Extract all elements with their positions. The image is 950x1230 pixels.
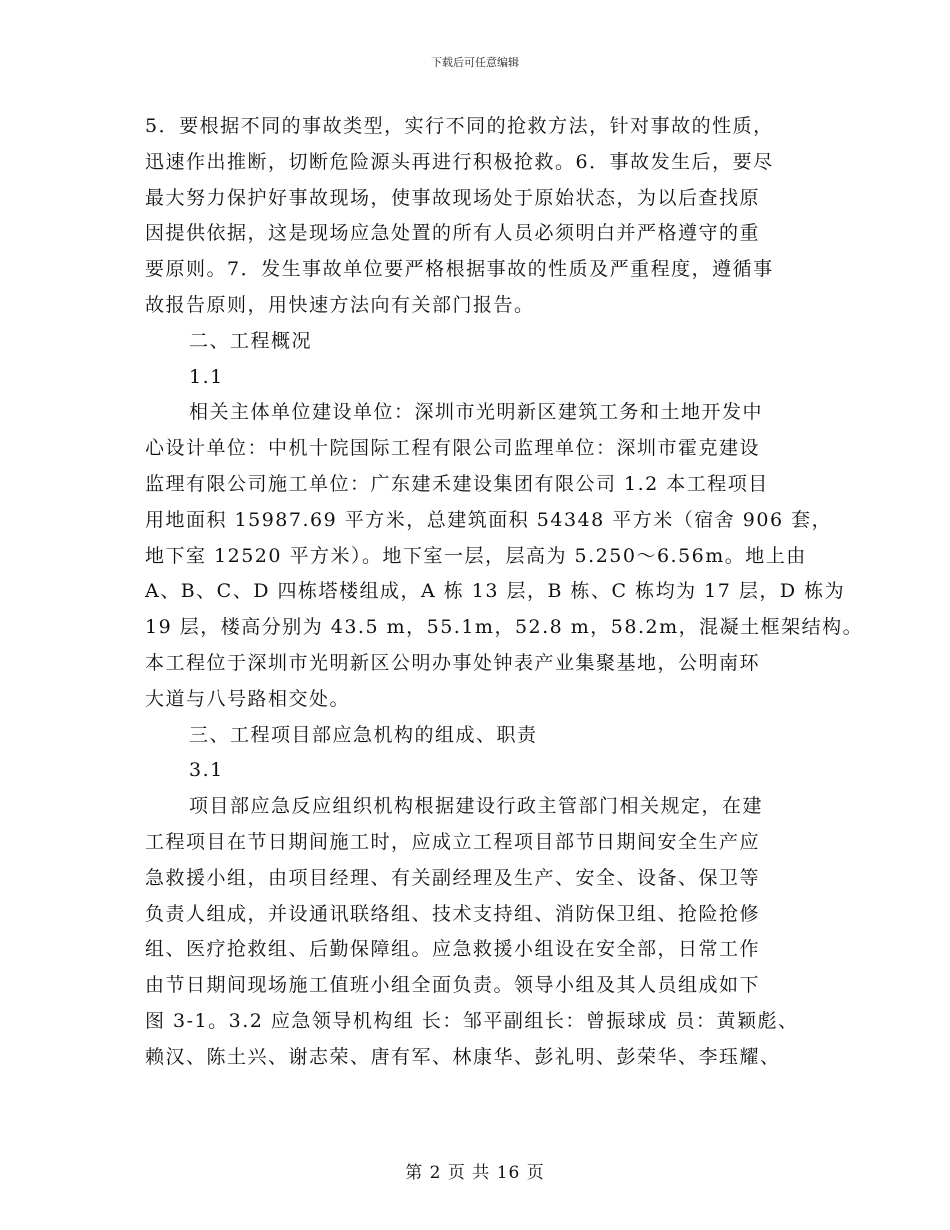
text-line: 三、工程项目部应急机构的组成、职责 [189,723,538,746]
text-line: 用地面积 15987.69 平方米，总建筑面积 54348 平方米（宿舍 906 套， [145,508,833,531]
text-line: 故报告原则，用快速方法向有关部门报告。 [145,293,535,316]
text-line: 大道与八号路相交处。 [145,687,351,710]
text-line: 急救援小组，由项目经理、有关副经理及生产、安全、设备、保卫等 [145,866,761,889]
text-line: 相关主体单位建设单位：深圳市光明新区建筑工务和土地开发中 [189,401,764,424]
header-note: 下载后可任意编辑 [431,56,519,69]
text-line: 因提供依据，这是现场应急处置的所有人员必须明白并严格遵守的重 [145,222,761,245]
text-line: 赖汉、陈土兴、谢志荣、唐有军、林康华、彭礼明、彭荣华、李珏耀、 [145,1045,781,1068]
text-line: 地下室 12520 平方米）。地下室一层，层高为 5.250～6.56m。地上由 [145,544,807,567]
text-line: 5．要根据不同的事故类型，实行不同的抢救方法，针对事故的性质， [145,115,774,137]
text-line: 最大努力保护好事故现场，使事故现场处于原始状态，为以后查找原 [145,186,761,209]
text-line: 由节日期间现场施工值班小组全面负责。领导小组及其人员组成如下 [145,974,761,997]
text-line: A、B、C、D 四栋塔楼组成，A 栋 13 层，B 栋、C 栋均为 17 层，D 栋为 [145,580,846,603]
page-footer: 第 2 页 共 16 页 [405,1163,545,1183]
text-line: 19 层，楼高分别为 43.5 m，55.1m，52.8 m，58.2m，混凝土框架结构。 [145,616,864,639]
text-line: 心设计单位：中机十院国际工程有限公司监理单位：深圳市霍克建设 [145,437,761,460]
text-line: 要原则。7．发生事故单位要严格根据事故的性质及严重程度，遵循事 [145,258,774,281]
text-line: 图 3-1。3.2 应急领导机构组 长：邹平副组长：曾振球成 员：黄颖彪、 [145,1009,799,1032]
text-line: 1.1 [189,365,224,388]
text-line: 监理有限公司施工单位：广东建禾建设集团有限公司 1.2 本工程项目 [145,472,769,495]
text-line: 本工程位于深圳市光明新区公明办事处钟表产业集聚基地，公明南环 [145,651,761,674]
text-line: 工程项目在节日期间施工时，应成立工程项目部节日期间安全生产应 [145,830,761,853]
text-line: 组、医疗抢救组、后勤保障组。应急救援小组设在安全部，日常工作 [145,938,761,961]
text-line: 二、工程概况 [189,329,313,352]
text-line: 迅速作出推断，切断危险源头再进行积极抢救。6．事故发生后，要尽 [145,150,774,173]
text-line: 项目部应急反应组织机构根据建设行政主管部门相关规定，在建 [189,795,764,818]
body-text [145,109,864,1076]
text-line: 3.1 [189,759,224,782]
text-line: 负责人组成，并设通讯联络组、技术支持组、消防保卫组、抢险抢修 [145,902,761,925]
